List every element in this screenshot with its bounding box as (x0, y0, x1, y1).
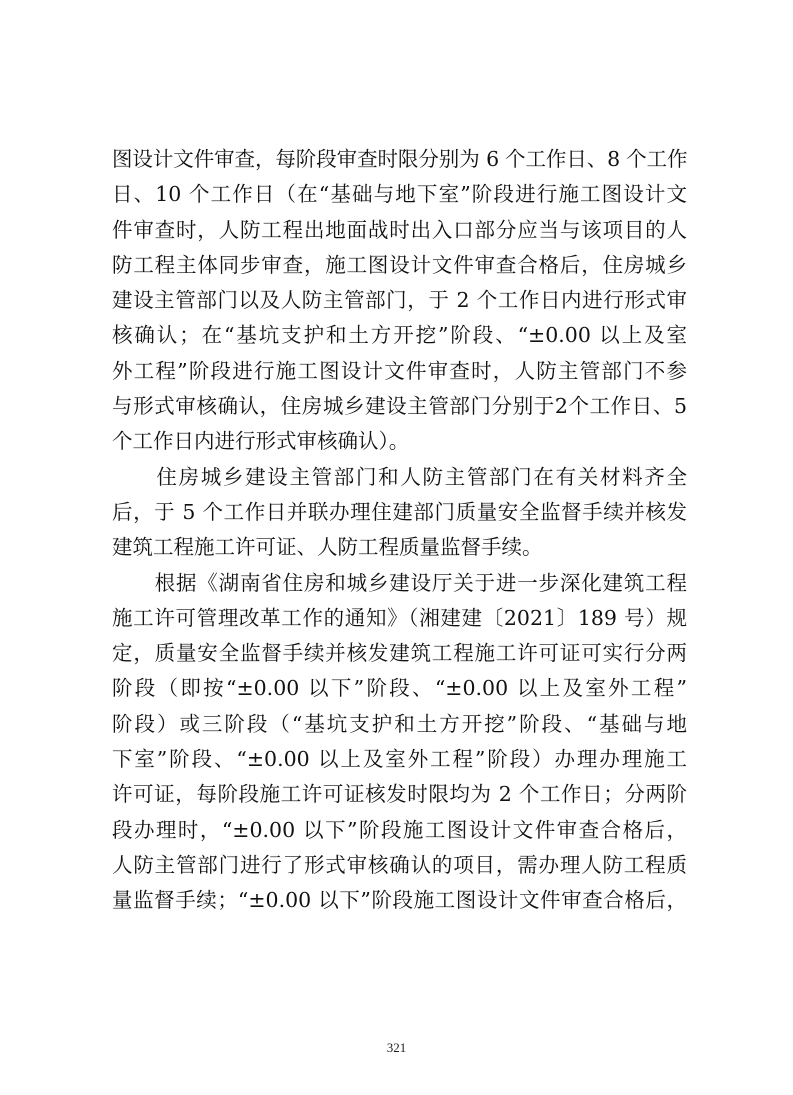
text-line: 外工程”阶段进行施工图设计文件审查时，人防主管部门不参 (112, 358, 687, 383)
text-line: 核确认；在“基坑支护和土方开挖”阶段、“±0.00 以上及室 (112, 323, 687, 348)
text-line: 阶段（即按“±0.00 以下”阶段、“±0.00 以上及室外工程” (112, 676, 687, 701)
text-line: 建筑工程施工许可证、人防工程质量监督手续。 (112, 535, 543, 560)
text-line: 许可证，每阶段施工许可证核发时限均为 2 个工作日；分两阶 (112, 782, 687, 807)
text-line: 个工作日内进行形式审核确认）。 (112, 429, 410, 454)
text-line: 量监督手续；“±0.00 以下”阶段施工图设计文件审查合格后， (112, 888, 687, 913)
text-line: 后，于 5 个工作日并联办理住建部门质量安全监督手续并核发 (112, 499, 687, 524)
body-text (112, 142, 687, 919)
text-line: 段办理时，“±0.00 以下”阶段施工图设计文件审查合格后， (112, 817, 687, 842)
text-line: 定，质量安全监督手续并核发建筑工程施工许可证可实行分两 (112, 641, 687, 666)
text-line: 建设主管部门以及人防主管部门，于 2 个工作日内进行形式审 (112, 288, 687, 313)
text-line: 人防主管部门进行了形式审核确认的项目，需办理人防工程质 (112, 852, 687, 877)
text-line: 件审查时，人防工程出地面战时出入口部分应当与该项目的人 (112, 217, 687, 242)
page-number: 321 (386, 1040, 407, 1055)
text-line: 住房城乡建设主管部门和人防主管部门在有关材料齐全 (112, 464, 687, 489)
text-line: 根据《湖南省住房和城乡建设厅关于进一步深化建筑工程 (112, 570, 687, 595)
text-line: 下室”阶段、“±0.00 以上及室外工程”阶段）办理办理施工 (112, 747, 687, 772)
text-line: 与形式审核确认，住房城乡建设主管部门分别于2个工作日、5 (112, 394, 687, 419)
text-line: 图设计文件审查，每阶段审查时限分别为 6 个工作日、8 个工作 (112, 147, 687, 171)
text-line: 阶段）或三阶段（“基坑支护和土方开挖”阶段、“基础与地 (112, 711, 687, 736)
text-line: 防工程主体同步审查，施工图设计文件审查合格后，住房城乡 (112, 252, 687, 277)
text-line: 施工许可管理改革工作的通知》（湘建建〔2021〕189 号）规 (112, 605, 687, 630)
text-line: 日、10 个工作日（在“基础与地下室”阶段进行施工图设计文 (112, 182, 687, 207)
